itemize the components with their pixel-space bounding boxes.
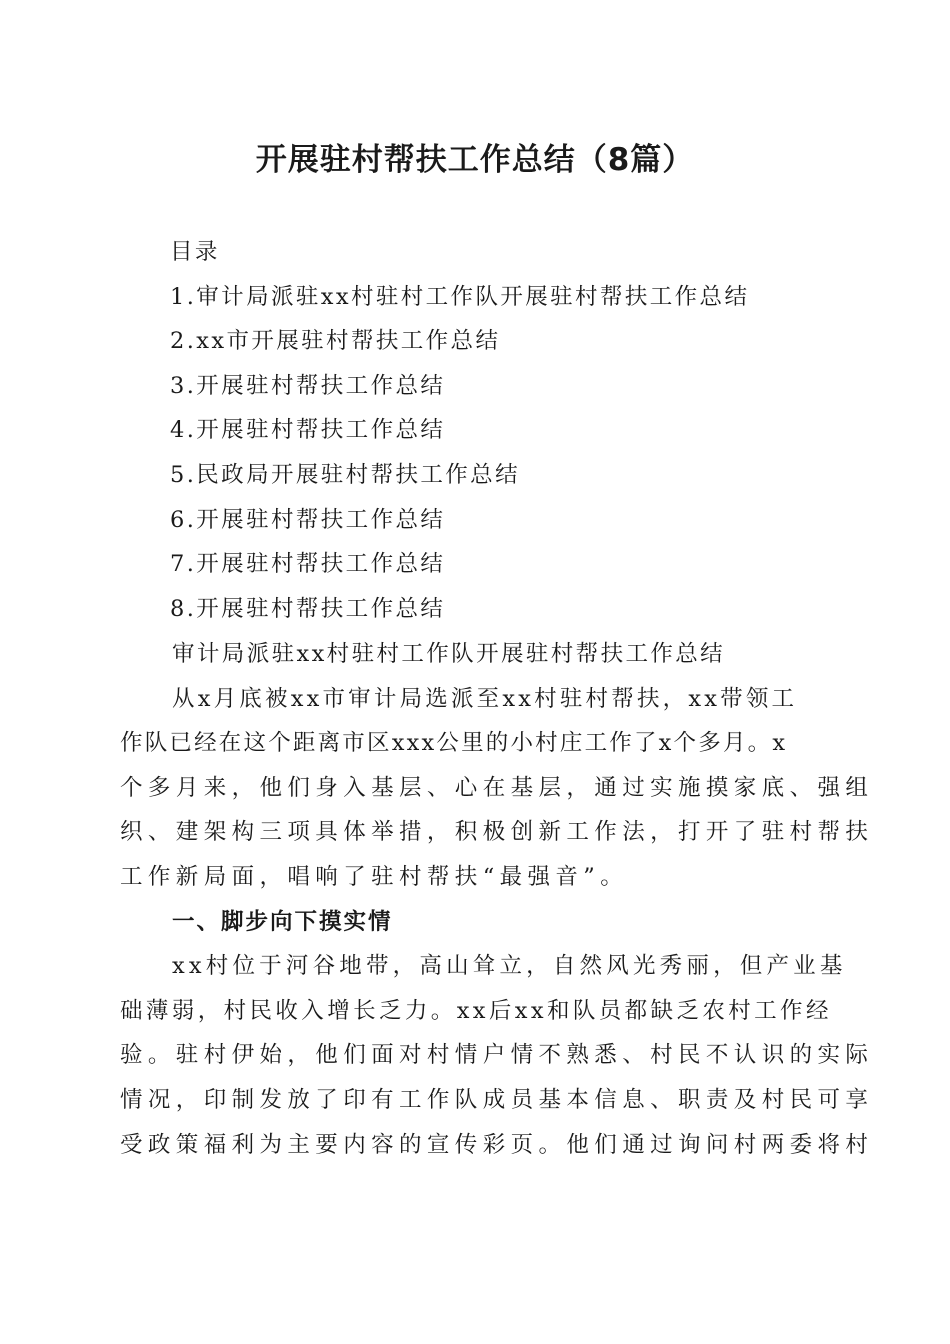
toc-item: 2.xx市开展驻村帮扶工作总结 xyxy=(170,328,501,355)
paragraph xyxy=(120,944,874,1167)
toc-item: 7.开展驻村帮扶工作总结 xyxy=(170,551,446,578)
section-heading: 一、脚步向下摸实情 xyxy=(172,908,393,935)
paragraph-line: 从x月底被xx市审计局选派至xx村驻村帮扶，xx带领工 xyxy=(172,685,798,712)
toc-item: 5.民政局开展驻村帮扶工作总结 xyxy=(170,461,520,488)
paragraph-line: xx村位于河谷地带，高山耸立，自然风光秀丽，但产业基 xyxy=(172,953,847,980)
paragraph-line: 织、建架构三项具体举措，积极创新工作法，打开了驻村帮扶 xyxy=(120,819,874,846)
toc-item: 8.开展驻村帮扶工作总结 xyxy=(170,595,446,622)
paragraph xyxy=(120,677,874,900)
paragraph-line: 情况，印制发放了印有工作队成员基本信息、职责及村民可享 xyxy=(120,1086,874,1113)
toc-item: 6.开展驻村帮扶工作总结 xyxy=(170,506,446,533)
paragraph-line: 受政策福利为主要内容的宣传彩页。他们通过询问村两委将村 xyxy=(120,1131,874,1158)
article-title: 审计局派驻xx村驻村工作队开展驻村帮扶工作总结 xyxy=(172,641,726,667)
paragraph-line: 个多月来，他们身入基层、心在基层，通过实施摸家底、强组 xyxy=(120,774,874,801)
paragraph-line: 础薄弱，村民收入增长乏力。xx后xx和队员都缺乏农村工作经 xyxy=(120,997,832,1024)
table-of-contents xyxy=(170,230,850,631)
paragraph-line: 工作新局面，唱响了驻村帮扶“最强音”。 xyxy=(120,863,629,890)
paragraph-line: 验。驻村伊始，他们面对村情户情不熟悉、村民不认识的实际 xyxy=(120,1042,874,1069)
document-title: 开展驻村帮扶工作总结（8篇） xyxy=(255,142,695,178)
toc-heading: 目录 xyxy=(170,239,220,265)
toc-item: 3.开展驻村帮扶工作总结 xyxy=(170,372,446,399)
toc-item: 1.审计局派驻xx村驻村工作队开展驻村帮扶工作总结 xyxy=(170,283,750,310)
paragraph-line: 作队已经在这个距离市区xxx公里的小村庄工作了x个多月。x xyxy=(120,730,788,757)
article-body xyxy=(120,632,874,1167)
toc-item: 4.开展驻村帮扶工作总结 xyxy=(170,417,446,444)
